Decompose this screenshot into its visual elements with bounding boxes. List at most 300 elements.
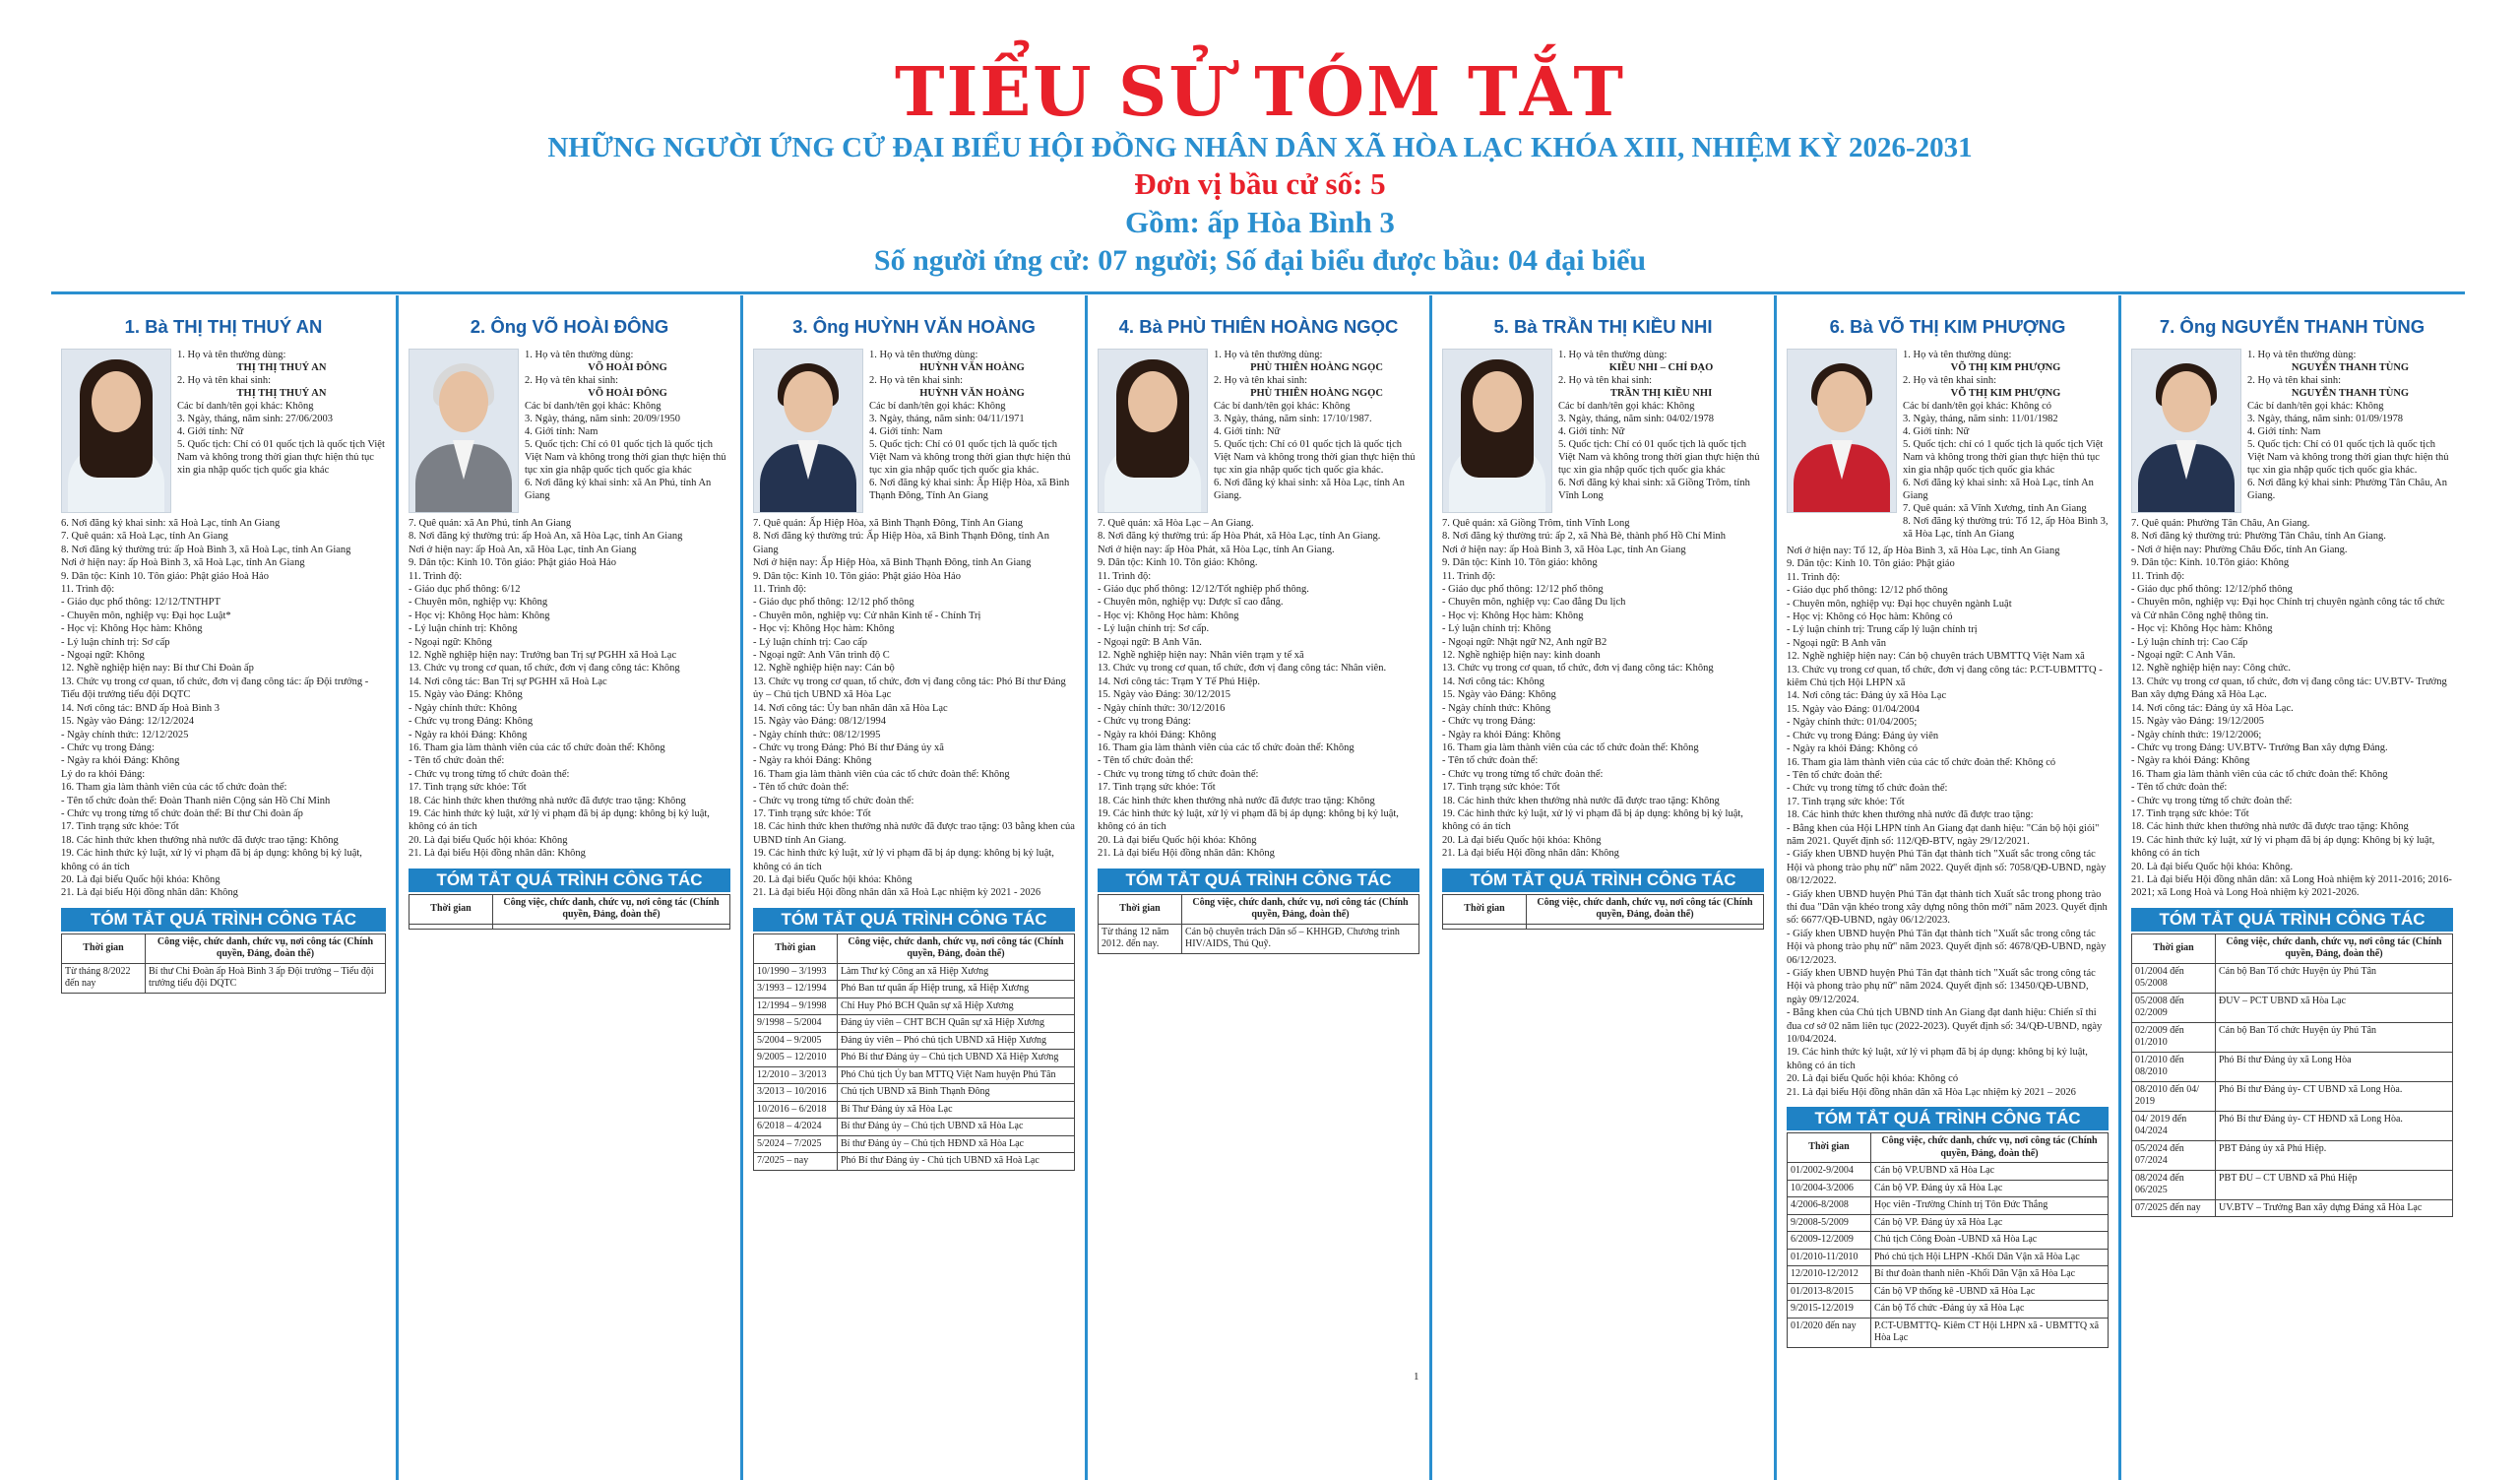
detail-line: - Giáo dục phổ thông: 12/12/phổ thông	[2131, 584, 2293, 596]
id-line: 3. Ngày, tháng, năm sinh: 01/09/1978	[2247, 414, 2403, 424]
detail-line: - Ngày ra khỏi Đảng: Không	[2131, 755, 2250, 767]
work-history-table	[61, 933, 386, 994]
candidate-heading: 4. Bà PHÙ THIÊN HOÀNG NGỌC	[1118, 316, 1399, 337]
detail-line: 8. Nơi đăng ký thường trú: ấp 2, xã Nhà Bè, thành phố Hồ Chí Minh	[1442, 531, 1727, 543]
time-cell: 12/2010 – 3/2013	[754, 1066, 838, 1084]
id-line: THỊ THỊ THUÝ AN	[236, 388, 327, 399]
detail-line: 20. Là đại biểu Quốc hội khóa: Không	[1442, 834, 1602, 846]
id-line: KIỀU NHI – CHÍ ĐẠO	[1608, 362, 1714, 373]
time-header: Thời gian	[754, 933, 838, 963]
job-cell: Phó Chủ tịch Ủy ban MTTQ Việt Nam huyện Phú Tân	[838, 1066, 1075, 1084]
detail-line: 7. Quê quán: xã Hòa Lạc – An Giang.	[1098, 518, 1254, 529]
detail-line: - Ngày chính thức: 30/12/2016	[1098, 702, 1226, 714]
detail-line: - Giáo dục phổ thông: 12/12 phổ thông	[1442, 584, 1604, 596]
detail-line: - Giáo dục phổ thông: 6/12	[409, 584, 521, 596]
detail-line: - Ngoại ngữ: Không	[409, 636, 492, 648]
detail-line: - Chức vụ trong từng tổ chức đoàn thể:	[1098, 768, 1259, 780]
detail-line: 9. Dân tộc: Kinh. 10.Tôn giáo: Không	[2131, 557, 2290, 569]
detail-line: Nơi ở hiện nay: ấp Hoà Bình 3, xã Hoà Lạc, tỉnh An Giang	[61, 557, 305, 569]
table-row	[754, 1135, 1075, 1153]
page-number: 1	[1414, 1371, 1419, 1383]
id-line: 4. Giới tính: Nữ	[1214, 426, 1281, 437]
detail-line: 17. Tình trạng sức khỏe: Tốt	[2131, 807, 2249, 819]
job-cell	[493, 924, 730, 929]
id-line: Các bí danh/tên gọi khác: Không	[177, 401, 314, 412]
candidate-column	[1085, 295, 1429, 1480]
table-row	[754, 1084, 1075, 1102]
detail-line: 11. Trình độ:	[61, 584, 115, 596]
detail-line: - Chuyên môn, nghiệp vụ: Cao đẳng Du lịch	[1442, 597, 1626, 609]
detail-line: - Học vị: Không Học hàm: Không	[409, 610, 550, 621]
id-line: 5. Quốc tịch: Chỉ có 01 quốc tịch là quốc tịch Việt Nam và không trong thời gian thực hiện thủ tục xin gia nhập quốc tịch quốc gia khác.	[2247, 439, 2449, 476]
detail-line: - Học vị: Không Học hàm: Không	[1442, 610, 1584, 621]
election-unit: Đơn vị bầu cử số: 5	[1134, 166, 1386, 201]
id-line: Các bí danh/tên gọi khác: Không	[1558, 401, 1695, 412]
id-line: 6. Nơi đăng ký khai sinh: xã Giồng Trôm, tỉnh Vĩnh Long	[1558, 478, 1750, 501]
job-cell: ĐUV – PCT UBND xã Hòa Lạc	[2216, 993, 2453, 1022]
detail-line: 8. Nơi đăng ký thường trú: ấp Hoà An, xã Hòa Lạc, tỉnh An Giang	[409, 531, 683, 543]
job-header: Công việc, chức danh, chức vụ, nơi công tác (Chính quyền, Đảng, đoàn thể)	[838, 933, 1075, 963]
table-row	[2132, 1140, 2453, 1170]
candidate-column	[2118, 295, 2463, 1480]
job-cell: Cán bộ VP. Đảng ủy xã Hòa Lạc	[1871, 1180, 2109, 1197]
detail-line: - Nơi ở hiện nay: Phường Châu Đốc, tỉnh An Giang.	[2131, 544, 2348, 555]
detail-line: Nơi ở hiện nay: ấp Hòa Phát, xã Hòa Lạc, tỉnh An Giang.	[1098, 544, 1335, 555]
detail-line: - Lý luận chính trị: Cao cấp	[753, 636, 868, 648]
id-line: 2. Họ và tên khai sinh:	[525, 375, 619, 386]
job-cell: PBT ĐU – CT UBND xã Phú Hiệp	[2216, 1170, 2453, 1199]
table-row	[1788, 1266, 2109, 1284]
candidate-intro	[409, 349, 730, 513]
detail-line: 6. Nơi đăng ký khai sinh: xã Hoà Lạc, tỉnh An Giang	[61, 518, 281, 529]
candidate-heading: 2. Ông VÕ HOÀI ĐÔNG	[470, 316, 669, 337]
work-history-table	[1442, 894, 1764, 930]
time-header: Thời gian	[410, 894, 493, 924]
job-cell: Phó Bí thư Đảng ủy- CT HĐND xã Long Hòa.	[2216, 1111, 2453, 1140]
time-header: Thời gian	[62, 933, 146, 963]
detail-line: 16. Tham gia làm thành viên của các tổ chức đoàn thể: Không	[2131, 768, 2388, 780]
work-history-table	[1787, 1132, 2109, 1348]
time-cell: 02/2009 đến 01/2010	[2132, 1022, 2216, 1052]
detail-line: - Lý luận chính trị: Không	[1442, 623, 1551, 635]
detail-line: - Ngày chính thức: 12/12/2025	[61, 729, 189, 740]
detail-line: 12. Nghề nghiệp hiện nay: Cán bộ chuyên trách UBMTTQ Việt Nam xã	[1787, 651, 2085, 663]
candidate-id-lines	[1903, 349, 2109, 541]
detail-line: 21. Là đại biểu Hội đồng nhân dân: Không	[409, 848, 586, 860]
id-line: 1. Họ và tên thường dùng:	[2247, 350, 2357, 360]
detail-line: 18. Các hình thức khen thưởng nhà nước đã được trao tặng: Không	[409, 795, 686, 806]
work-history-table	[409, 894, 730, 930]
detail-line: 8. Nơi đăng ký thường trú: Ấp Hiệp Hòa, xã Bình Thạnh Đông, tỉnh An Giang	[753, 531, 1049, 555]
id-line: THỊ THỊ THUÝ AN	[236, 362, 327, 373]
candidate-id-lines	[525, 349, 730, 513]
time-cell: 01/2020 đến nay	[1788, 1318, 1871, 1347]
time-cell: 7/2025 – nay	[754, 1153, 838, 1171]
detail-line: - Ngày ra khỏi Đảng: Không	[1442, 729, 1561, 740]
detail-line: - Lý luận chính trị: Trung cấp lý luận chính trị	[1787, 624, 1978, 636]
time-header: Thời gian	[2132, 933, 2216, 963]
id-line: 4. Giới tính: Nam	[525, 426, 598, 437]
candidate-details	[2131, 517, 2453, 900]
candidate-column	[396, 295, 740, 1480]
detail-line: 19. Các hình thức kỷ luật, xử lý vi phạm đã bị áp dụng: không bị kỷ luật, không có án tích	[1442, 807, 1743, 833]
id-line: 1. Họ và tên thường dùng:	[869, 350, 978, 360]
work-history-table	[753, 933, 1075, 1171]
table-row	[754, 1032, 1075, 1050]
candidate-id-lines	[177, 349, 386, 513]
time-cell: 9/2005 – 12/2010	[754, 1050, 838, 1067]
detail-line: - Chuyên môn, nghiệp vụ: Dược sĩ cao đẳng.	[1098, 597, 1284, 609]
time-cell: 08/2024 đến 06/2025	[2132, 1170, 2216, 1199]
id-line: VÕ THỊ KIM PHƯỢNG	[1950, 388, 2061, 399]
detail-line: 12. Nghề nghiệp hiện nay: Nhân viên trạm y tế xã	[1098, 650, 1304, 662]
job-cell	[1527, 924, 1764, 929]
detail-line: 14. Nơi công tác: Không	[1442, 676, 1544, 687]
detail-line: 20. Là đại biểu Quốc hội khóa: Không có	[1787, 1073, 1959, 1085]
time-cell: Từ tháng 12 năm 2012. đến nay.	[1099, 924, 1182, 953]
detail-line: - Giáo dục phổ thông: 12/12 phổ thông	[1787, 585, 1948, 597]
detail-line: - Giấy khen UBND huyện Phú Tân đạt thành tích Xuất sắc trong phong trào thi đua "Dân vận khéo trong xây dựng nông thôn mới" năm 2023. Quyết định số: 6677/QĐ-UBND, ngày 06/12/2023.	[1787, 888, 2108, 927]
detail-line: 7. Quê quán: xã Hoà Lạc, tỉnh An Giang	[61, 531, 228, 543]
page-subtitle: NHỮNG NGƯỜI ỨNG CỬ ĐẠI BIỂU HỘI ĐỒNG NHÂN DÂN XÃ HÒA LẠC KHÓA XIII, NHIỆM KỲ 2026-2031	[547, 132, 1973, 163]
id-line: 6. Nơi đăng ký khai sinh: Phường Tân Châu, An Giang.	[2247, 478, 2447, 501]
detail-line: - Học vị: Không Học hàm: Không	[2131, 623, 2273, 635]
work-history-title: TÓM TẮT QUÁ TRÌNH CÔNG TÁC	[1442, 869, 1764, 892]
detail-line: 18. Các hình thức khen thưởng nhà nước đã được trao tặng:	[1787, 809, 2034, 821]
id-line: Các bí danh/tên gọi khác: Không	[2247, 401, 2384, 412]
detail-line: - Chức vụ trong Đảng: UV.BTV- Trưởng Ban xây dựng Đảng.	[2131, 741, 2388, 753]
id-line: TRẦN THỊ KIỀU NHI	[1609, 388, 1713, 399]
job-cell: Phó Bí thư Đảng ủy – Chủ tịch UBND Xã Hiệp Xương	[838, 1050, 1075, 1067]
time-header: Thời gian	[1443, 894, 1527, 924]
table-row	[1099, 924, 1419, 953]
detail-line: 15. Ngày vào Đảng: Không	[409, 689, 523, 701]
detail-line: - Học vị: Không Học hàm: Không	[1098, 610, 1239, 621]
id-line: 2. Họ và tên khai sinh:	[1214, 375, 1308, 386]
detail-line: - Ngày ra khỏi Đảng: Không	[1098, 729, 1217, 740]
detail-line: - Lý luận chính trị: Sơ cấp.	[1098, 623, 1210, 635]
candidate-photo	[61, 349, 171, 513]
detail-line: - Chuyên môn, nghiệp vụ: Không	[409, 597, 548, 609]
detail-line: - Chuyên môn, nghiệp vụ: Đại học Chính trị chuyên ngành công tác tổ chức và Cử nhân Công nghệ thông tin.	[2131, 597, 2445, 621]
candidate-column	[740, 295, 1085, 1480]
id-line: Các bí danh/tên gọi khác: Không	[1214, 401, 1351, 412]
detail-line: - Giáo dục phổ thông: 12/12/Tốt nghiệp phổ thông.	[1098, 584, 1309, 596]
detail-line: 19. Các hình thức kỷ luật, xử lý vi phạm đã bị áp dụng: không bị kỷ luật, không có án tích	[753, 848, 1054, 872]
detail-line: - Tên tổ chức đoàn thể:	[2131, 782, 2228, 794]
candidate-count: Số người ứng cử: 07 người; Số đại biểu được bầu: 04 đại biểu	[873, 244, 1647, 277]
detail-line: 17. Tình trạng sức khỏe: Tốt	[61, 821, 179, 833]
table-row	[754, 997, 1075, 1015]
detail-line: 9. Dân tộc: Kinh 10. Tôn giáo: Phật giáo	[1787, 558, 1955, 570]
id-line: 2. Họ và tên khai sinh:	[1903, 375, 1997, 386]
table-row	[1788, 1163, 2109, 1181]
work-history-table	[2131, 933, 2453, 1218]
detail-line: 14. Nơi công tác: Ủy ban nhân dân xã Hòa Lạc	[753, 702, 948, 714]
time-cell: 12/1994 – 9/1998	[754, 997, 838, 1015]
candidate-column	[1429, 295, 1774, 1480]
table-row	[2132, 1022, 2453, 1052]
detail-line: 19. Các hình thức kỷ luật, xử lý vi phạm đã bị áp dụng: không bị kỷ luật, không có án tích	[1098, 807, 1399, 833]
candidate-id-lines	[869, 349, 1075, 513]
detail-line: - Ngày chính thức: Không	[1442, 702, 1551, 714]
detail-line: 21. Là đại biểu Hội đồng nhân dân: Không	[61, 887, 238, 899]
id-line: 4. Giới tính: Nữ	[177, 426, 244, 437]
work-history-title: TÓM TẮT QUÁ TRÌNH CÔNG TÁC	[2131, 908, 2453, 932]
job-cell: P.CT-UBMTTQ- Kiêm CT Hội LHPN xã - UBMTTQ xã Hòa Lạc	[1871, 1318, 2109, 1347]
job-header: Công việc, chức danh, chức vụ, nơi công tác (Chính quyền, Đảng, đoàn thể)	[2216, 933, 2453, 963]
detail-line: 7. Quê quán: Ấp Hiệp Hòa, xã Bình Thạnh Đông, Tỉnh An Giang	[753, 518, 1024, 529]
work-history-title: TÓM TẮT QUÁ TRÌNH CÔNG TÁC	[1787, 1107, 2109, 1130]
detail-line: 15. Ngày vào Đảng: 19/12/2005	[2131, 716, 2265, 728]
job-cell: Phó Bí thư Đảng ủy - Chủ tịch UBND xã Hoà Lạc	[838, 1153, 1075, 1171]
time-cell: 05/2008 đến 02/2009	[2132, 993, 2216, 1022]
id-line: 8. Nơi đăng ký thường trú: Tổ 12, ấp Hòa Bình 3, xã Hòa Lạc, tỉnh An Giang	[1903, 516, 2109, 540]
detail-line: 18. Các hình thức khen thưởng nhà nước đã được trao tặng: Không	[1098, 795, 1375, 806]
detail-line: 12. Nghề nghiệp hiện nay: kinh doanh	[1442, 650, 1601, 662]
detail-line: 11. Trình độ:	[1098, 570, 1152, 582]
table-row	[1788, 1301, 2109, 1319]
job-header: Công việc, chức danh, chức vụ, nơi công tác (Chính quyền, Đảng, đoàn thể)	[1527, 894, 1764, 924]
detail-line: - Học vị: Không Học hàm: Không	[753, 623, 895, 635]
job-cell: Cán bộ VP.UBND xã Hòa Lạc	[1871, 1163, 2109, 1181]
detail-line: 16. Tham gia làm thành viên của các tổ chức đoàn thể: Không	[1442, 741, 1699, 753]
detail-line: - Ngoại ngữ: B Anh văn	[1787, 637, 1887, 649]
detail-line: - Chức vụ trong từng tổ chức đoàn thể:	[409, 768, 570, 780]
job-cell: Học viên -Trường Chính trị Tôn Đức Thắng	[1871, 1197, 2109, 1215]
detail-line: - Ngày chính thức: 01/04/2005;	[1787, 717, 1918, 729]
detail-line: - Bằng khen của Chủ tịch UBND tỉnh An Giang đạt danh hiệu: Chiến sĩ thi đua cơ sở 02 năm liên tục (2022-2023). Quyết định số: 34/QĐ-UBND, ngày 10/04/2024.	[1787, 1007, 2103, 1046]
detail-line: 13. Chức vụ trong cơ quan, tổ chức, đơn vị đang công tác: Không	[1442, 663, 1714, 675]
detail-line: - Chức vụ trong từng tổ chức đoàn thể:	[753, 795, 914, 806]
time-cell: 08/2010 đến 04/ 2019	[2132, 1081, 2216, 1111]
id-line: 3. Ngày, tháng, năm sinh: 27/06/2003	[177, 414, 333, 424]
time-cell: 10/1990 – 3/1993	[754, 963, 838, 981]
job-cell: Cán bộ VP. Đảng ủy xã Hòa Lạc	[1871, 1214, 2109, 1232]
detail-line: 12. Nghề nghiệp hiện nay: Bí thư Chi Đoàn ấp	[61, 663, 254, 675]
table-row	[1788, 1214, 2109, 1232]
detail-line: 11. Trình độ:	[1787, 571, 1841, 583]
id-line: 7. Quê quán: xã Vĩnh Xương, tỉnh An Giang	[1903, 503, 2087, 514]
detail-line: 9. Dân tộc: Kinh 10. Tôn giáo: Không.	[1098, 557, 1258, 569]
table-row	[2132, 1111, 2453, 1140]
job-cell: PBT Đảng ủy xã Phú Hiệp.	[2216, 1140, 2453, 1170]
candidate-intro	[2131, 349, 2453, 513]
detail-line: - Chuyên môn, nghiệp vụ: Cử nhân Kinh tế - Chính Trị	[753, 610, 981, 621]
candidate-photo	[1442, 349, 1552, 513]
job-header: Công việc, chức danh, chức vụ, nơi công tác (Chính quyền, Đảng, đoàn thể)	[493, 894, 730, 924]
time-cell	[1443, 924, 1527, 929]
table-row	[754, 1119, 1075, 1136]
table-row	[410, 924, 730, 929]
table-row	[2132, 993, 2453, 1022]
detail-line: 20. Là đại biểu Quốc hội khóa: Không	[61, 873, 220, 885]
page-title: TIỂU SỬ TÓM TẮT	[894, 53, 1626, 132]
job-cell: Cán bộ Tổ chức -Đảng ủy xã Hòa Lạc	[1871, 1301, 2109, 1319]
detail-line: - Giấy khen UBND huyện Phú Tân đạt thành tích "Xuất sắc trong công tác Hội và phong trào phụ nữ" năm 2022. Quyết định số: 7058/QĐ-UBND, ngày 08/12/2022.	[1787, 849, 2107, 887]
detail-line: - Chức vụ trong từng tổ chức đoàn thể:	[1442, 768, 1604, 780]
detail-line: - Chức vụ trong Đảng: Phó Bí thư Đảng ủy xã	[753, 741, 944, 753]
job-cell: Phó chủ tịch Hội LHPN -Khối Dân Vận xã Hòa Lạc	[1871, 1249, 2109, 1266]
job-cell: Chỉ Huy Phó BCH Quân sự xã Hiệp Xương	[838, 997, 1075, 1015]
header-rule	[51, 291, 2465, 294]
detail-line: - Chức vụ trong từng tổ chức đoàn thể: Bí thư Chi đoàn ấp	[61, 807, 303, 819]
id-line: 4. Giới tính: Nam	[2247, 426, 2321, 437]
detail-line: 9. Dân tộc: Kinh 10. Tôn giáo: Phật giáo Hoà Hảo	[61, 570, 269, 582]
table-row	[1788, 1283, 2109, 1301]
detail-line: - Tên tổ chức đoàn thể:	[753, 782, 850, 794]
job-cell: Cán bộ VP thống kê -UBND xã Hòa Lạc	[1871, 1283, 2109, 1301]
detail-line: 17. Tình trạng sức khỏe: Tốt	[1442, 782, 1560, 794]
detail-line: - Tên tổ chức đoàn thể:	[1098, 755, 1194, 767]
candidate-details	[1787, 545, 2109, 1099]
detail-line: 19. Các hình thức kỷ luật, xử lý vi phạm đã bị áp dụng: không bị kỷ luật, không có án tích	[61, 848, 362, 872]
candidate-columns	[51, 295, 2465, 1480]
id-line: VÕ THỊ KIM PHƯỢNG	[1950, 362, 2061, 373]
detail-line: 13. Chức vụ trong cơ quan, tổ chức, đơn vị đang công tác: Không	[409, 663, 680, 675]
detail-line: - Chức vụ trong Đảng: Không	[409, 716, 534, 728]
candidate-intro	[1442, 349, 1764, 513]
id-line: VÕ HOÀI ĐÔNG	[588, 388, 667, 399]
job-cell: Bí thư đoàn thanh niên -Khối Dân Vận xã Hòa Lạc	[1871, 1266, 2109, 1284]
candidate-id-lines	[1214, 349, 1419, 513]
id-line: 5. Quốc tịch: Chỉ có 01 quốc tịch là quốc tịch Việt Nam và không trong thời gian thực hiện thủ tục xin gia nhập quốc tịch quốc gia khác	[1558, 439, 1760, 476]
detail-line: - Ngày ra khỏi Đảng: Không	[753, 755, 872, 767]
candidate-details	[753, 517, 1075, 900]
candidate-photo	[409, 349, 519, 513]
detail-line: - Chuyên môn, nghiệp vụ: Đại học Luật*	[61, 610, 231, 621]
candidate-photo	[753, 349, 863, 513]
detail-line: - Lý luận chính trị: Không	[409, 623, 518, 635]
id-line: NGUYỄN THANH TÙNG	[2291, 362, 2410, 373]
detail-line: - Chức vụ trong từng tổ chức đoàn thể:	[2131, 795, 2293, 806]
job-cell: Bí thư Chi Đoàn ấp Hoà Bình 3 ấp Đội trưởng – Tiểu đội trưởng tiểu đội DQTC	[146, 963, 386, 993]
detail-line: 14. Nơi công tác: Ban Trị sự PGHH xã Hoà Lạc	[409, 676, 607, 687]
id-line: 5. Quốc tịch: chỉ có 1 quốc tịch là quốc tịch Việt Nam và không trong thời gian thực hiện thủ tục xin gia nhập quốc tịch quốc gia khác	[1903, 439, 2104, 476]
detail-line: 14. Nơi công tác: Đảng ủy xã Hòa Lạc.	[2131, 702, 2294, 714]
time-cell: 6/2018 – 4/2024	[754, 1119, 838, 1136]
table-row	[1443, 924, 1764, 929]
detail-line: Nơi ở hiện nay: ấp Hoà Bình 3, xã Hòa Lạc, tỉnh An Giang	[1442, 544, 1686, 555]
work-history-title: TÓM TẮT QUÁ TRÌNH CÔNG TÁC	[61, 908, 386, 932]
detail-line: 19. Các hình thức kỷ luật, xử lý vi phạm đã bị áp dụng: không bị kỷ luật, không có án tích	[1787, 1047, 2088, 1071]
id-line: Các bí danh/tên gọi khác: Không	[869, 401, 1006, 412]
detail-line: 18. Các hình thức khen thưởng nhà nước đã được trao tặng: 03 bằng khen của UBND tỉnh An Giang.	[753, 821, 1075, 846]
time-header: Thời gian	[1099, 894, 1182, 924]
detail-line: 13. Chức vụ trong cơ quan, tổ chức, đơn vị đang công tác: UV.BTV- Trưởng Ban xây dựng Đảng xã Hòa Lạc.	[2131, 676, 2447, 701]
candidate-id-lines	[2247, 349, 2453, 513]
detail-line: - Ngoại ngữ: Không	[61, 650, 145, 662]
candidate-details	[1098, 517, 1419, 861]
detail-line: - Chuyên môn, nghiệp vụ: Đại học chuyên ngành Luật	[1787, 598, 2012, 610]
candidate-intro	[61, 349, 386, 513]
time-cell: 3/1993 – 12/1994	[754, 981, 838, 998]
unit-area: Gồm: ấp Hòa Bình 3	[1125, 205, 1395, 239]
time-cell: 5/2024 – 7/2025	[754, 1135, 838, 1153]
detail-line: - Giấy khen UBND huyện Phú Tân đạt thành tích "Xuất sắc trong công tác Hội và phong trào phụ nữ" năm 2023. Quyết định số: 4678/QĐ-UBND, ngày 06/12/2023.	[1787, 928, 2107, 966]
detail-line: - Tên tổ chức đoàn thể:	[1442, 755, 1539, 767]
job-cell: UV.BTV – Trưởng Ban xây dựng Đảng xã Hòa Lạc	[2216, 1199, 2453, 1217]
id-line: 3. Ngày, tháng, năm sinh: 20/09/1950	[525, 414, 680, 424]
candidate-details	[61, 517, 386, 900]
candidate-photo	[1098, 349, 1208, 513]
id-line: 6. Nơi đăng ký khai sinh: xã An Phú, tỉnh An Giang	[525, 478, 712, 501]
detail-line: 11. Trình độ:	[1442, 570, 1496, 582]
work-history-title: TÓM TẮT QUÁ TRÌNH CÔNG TÁC	[1098, 869, 1419, 892]
table-row	[754, 1050, 1075, 1067]
detail-line: - Giấy khen UBND huyện Phú Tân đạt thành tích "Xuất sắc trong công tác Hội và phong trào phụ nữ" năm 2024. Quyết định số: 13450/QĐ-UBND, ngày 09/12/2024.	[1787, 968, 2096, 1005]
time-cell: 10/2004-3/2006	[1788, 1180, 1871, 1197]
time-cell: 01/2002-9/2004	[1788, 1163, 1871, 1181]
detail-line: 18. Các hình thức khen thưởng nhà nước đã được trao tặng: Không	[2131, 821, 2409, 833]
detail-line: 9. Dân tộc: Kinh 10. Tôn giáo: Phật giáo Hoà Hảo	[409, 557, 616, 569]
id-line: 1. Họ và tên thường dùng:	[177, 350, 286, 360]
time-cell: 10/2016 – 6/2018	[754, 1101, 838, 1119]
job-header: Công việc, chức danh, chức vụ, nơi công tác (Chính quyền, Đảng, đoàn thể)	[1871, 1133, 2109, 1163]
time-cell: 9/2015-12/2019	[1788, 1301, 1871, 1319]
detail-line: - Ngày ra khỏi Đảng: Không có	[1787, 743, 1918, 755]
table-row	[754, 1101, 1075, 1119]
id-line: 5. Quốc tịch: Chỉ có 01 quốc tịch là quốc tịch Việt Nam và không trong thời gian thực hiện thủ tục xin gia nhập quốc tịch quốc gia khác	[177, 439, 385, 476]
candidate-intro	[1787, 349, 2109, 541]
time-header: Thời gian	[1788, 1133, 1871, 1163]
detail-line: 17. Tình trạng sức khỏe: Tốt	[409, 782, 527, 794]
id-line: 2. Họ và tên khai sinh:	[2247, 375, 2342, 386]
job-cell: Chủ tịch Công Đoàn -UBND xã Hòa Lạc	[1871, 1232, 2109, 1250]
detail-line: 15. Ngày vào Đảng: Không	[1442, 689, 1556, 701]
table-row	[1788, 1232, 2109, 1250]
detail-line: - Ngoại ngữ: B Anh Văn.	[1098, 636, 1202, 648]
id-line: PHÙ THIÊN HOÀNG NGỌC	[1250, 388, 1383, 399]
id-line: 5. Quốc tịch: Chỉ có 01 quốc tịch là quốc tịch Việt Nam và không trong thời gian thực hiện thủ tục xin gia nhập quốc tịch quốc gia khác.	[1214, 439, 1416, 476]
candidate-intro	[753, 349, 1075, 513]
detail-line: - Ngày chính thức: 08/12/1995	[753, 729, 881, 740]
time-cell: 3/2013 – 10/2016	[754, 1084, 838, 1102]
id-line: NGUYỄN THANH TÙNG	[2291, 388, 2410, 399]
job-header: Công việc, chức danh, chức vụ, nơi công tác (Chính quyền, Đảng, đoàn thể)	[146, 933, 386, 963]
detail-line: 12. Nghề nghiệp hiện nay: Trưởng ban Trị sự PGHH xã Hoà Lạc	[409, 650, 677, 662]
table-row	[754, 1153, 1075, 1171]
detail-line: - Ngày ra khỏi Đảng: Không	[409, 729, 528, 740]
detail-line: 16. Tham gia làm thành viên của các tổ chức đoàn thể: Không	[753, 768, 1010, 780]
id-line: PHÙ THIÊN HOÀNG NGỌC	[1250, 362, 1383, 373]
job-cell: Đảng ủy viên – CHT BCH Quân sự xã Hiệp Xương	[838, 1015, 1075, 1033]
time-cell: 9/2008-5/2009	[1788, 1214, 1871, 1232]
detail-line: 12. Nghề nghiệp hiện nay: Cán bộ	[753, 663, 895, 675]
detail-line: 8. Nơi đăng ký thường trú: ấp Hoà Bình 3, xã Hoà Lạc, tỉnh An Giang	[61, 544, 351, 555]
job-cell: Bí thư Đảng ủy – Chủ tịch UBND xã Hòa Lạc	[838, 1119, 1075, 1136]
detail-line: 8. Nơi đăng ký thường trú: ấp Hòa Phát, xã Hòa Lạc, tỉnh An Giang.	[1098, 531, 1381, 543]
id-line: 1. Họ và tên thường dùng:	[1214, 350, 1323, 360]
time-cell: 07/2025 đến nay	[2132, 1199, 2216, 1217]
detail-line: - Tên tổ chức đoàn thể:	[1787, 769, 1883, 781]
job-cell: Đảng ủy viên – Phó chủ tịch UBND xã Hiệp Xương	[838, 1032, 1075, 1050]
detail-line: 21. Là đại biểu Hội đồng nhân dân xã Hoà Lạc nhiệm kỳ 2021 - 2026	[753, 887, 1041, 899]
time-cell	[410, 924, 493, 929]
detail-line: 11. Trình độ:	[753, 584, 807, 596]
time-cell: 6/2009-12/2009	[1788, 1232, 1871, 1250]
table-row	[1788, 1180, 2109, 1197]
id-line: 3. Ngày, tháng, năm sinh: 17/10/1987.	[1214, 414, 1372, 424]
detail-line: 16. Tham gia làm thành viên của các tổ chức đoàn thể: Không có	[1787, 756, 2056, 768]
detail-line: 16. Tham gia làm thành viên của các tổ chức đoàn thể: Không	[409, 741, 665, 753]
work-history-title: TÓM TẮT QUÁ TRÌNH CÔNG TÁC	[753, 908, 1075, 932]
table-row	[1788, 1197, 2109, 1215]
detail-line: 21. Là đại biểu Hội đồng nhân dân: xã Long Hoà nhiệm kỳ 2011-2016; 2016-2021; xã Long Hoà và Long Hoà nhiệm kỳ 2021-2026.	[2131, 873, 2452, 899]
candidate-id-lines	[1558, 349, 1764, 513]
detail-line: 18. Các hình thức khen thưởng nhà nước đã được trao tặng: Không	[1442, 795, 1720, 806]
detail-line: - Lý luận chính trị: Sơ cấp	[61, 636, 170, 648]
